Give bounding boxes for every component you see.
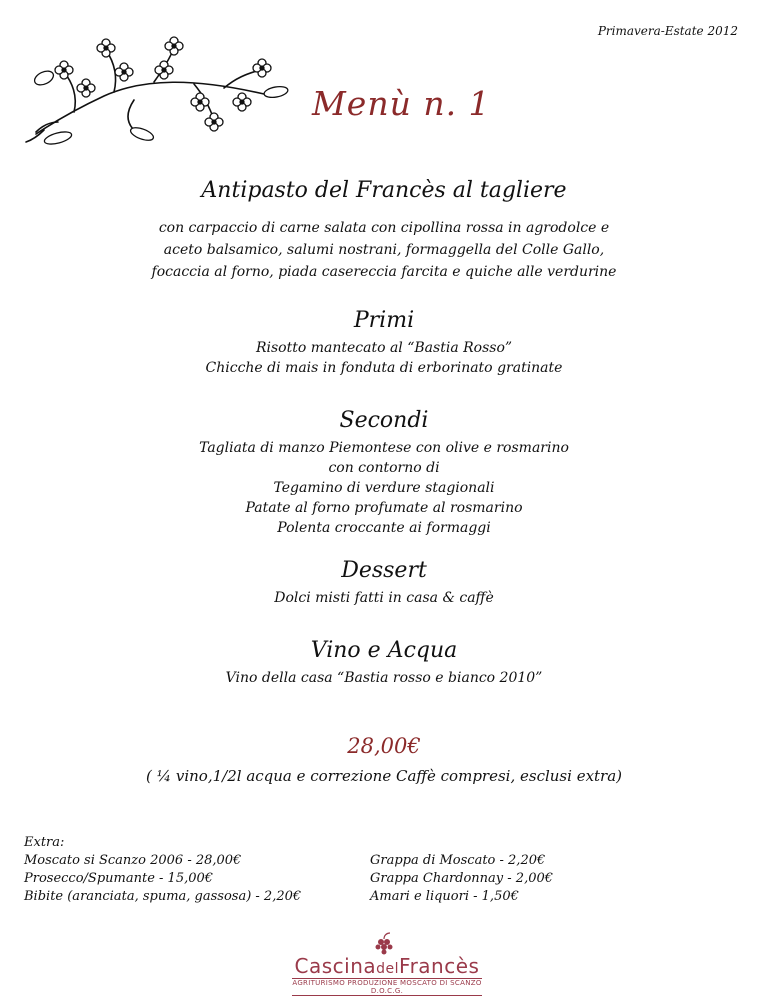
primi-line-2: Chicche di mais in fonduta di erborinato gratinate bbox=[205, 360, 563, 376]
secondi-line-2: con contorno di bbox=[328, 460, 440, 476]
antipasto-line-3: focaccia al forno, piada casereccia farcita e quiche alle verdurine bbox=[151, 264, 617, 280]
price-note: ( ¼ vino,1/2l acqua e correzione Caffè compresi, esclusi extra) bbox=[145, 767, 623, 785]
secondi-line-5: Polenta croccante ai formaggi bbox=[277, 520, 491, 536]
antipasto-line-1: con carpaccio di carne salata con cipollina rossa in agrodolce e bbox=[158, 220, 610, 236]
logo-subtitle: AGRITURISMO PRODUZIONE MOSCATO DI SCANZO D.O.C.G. bbox=[292, 979, 482, 995]
primi-heading: Primi bbox=[353, 308, 415, 333]
grape-cluster-icon bbox=[372, 932, 398, 956]
extra-label: Extra: bbox=[24, 835, 65, 850]
menu-price: 28,00€ bbox=[347, 734, 421, 758]
extra-right-2: Grappa Chardonnay - 2,00€ bbox=[370, 871, 554, 886]
vino-line-1: Vino della casa “Bastia rosso e bianco 2010” bbox=[225, 670, 543, 686]
dessert-heading: Dessert bbox=[341, 558, 427, 583]
logo-name-del: del bbox=[376, 961, 400, 977]
antipasto-heading: Antipasto del Francès al tagliere bbox=[201, 178, 567, 203]
antipasto-line-2: aceto balsamico, salumi nostrani, formaggella del Colle Gallo, bbox=[163, 242, 605, 258]
secondi-line-4: Patate al forno profumate al rosmarino bbox=[245, 500, 523, 516]
dessert-line-1: Dolci misti fatti in casa & caffè bbox=[274, 590, 494, 606]
extra-right-3: Amari e liquori - 1,50€ bbox=[370, 889, 519, 904]
menu-title: Menù n. 1 bbox=[312, 84, 491, 123]
extra-left-1: Moscato si Scanzo 2006 - 28,00€ bbox=[24, 853, 242, 868]
extra-right-1: Grappa di Moscato - 2,20€ bbox=[370, 853, 546, 868]
extra-left-3: Bibite (aranciata, spuma, gassosa) - 2,20€ bbox=[24, 889, 302, 904]
logo-name-cascina: Cascina bbox=[294, 954, 377, 978]
logo-name bbox=[292, 954, 482, 978]
secondi-line-3: Tegamino di verdure stagionali bbox=[273, 480, 495, 496]
season-label: Primavera-Estate 2012 bbox=[597, 24, 738, 38]
logo-name-frances: Francès bbox=[399, 954, 480, 978]
cascina-logo bbox=[292, 932, 482, 995]
secondi-heading: Secondi bbox=[339, 408, 429, 433]
primi-line-1: Risotto mantecato al “Bastia Rosso” bbox=[255, 340, 513, 356]
secondi-line-1: Tagliata di manzo Piemontese con olive e rosmarino bbox=[199, 440, 569, 456]
extra-left-2: Prosecco/Spumante - 15,00€ bbox=[24, 871, 214, 886]
floral-branch-illustration bbox=[14, 26, 294, 146]
vino-heading: Vino e Acqua bbox=[310, 638, 458, 663]
